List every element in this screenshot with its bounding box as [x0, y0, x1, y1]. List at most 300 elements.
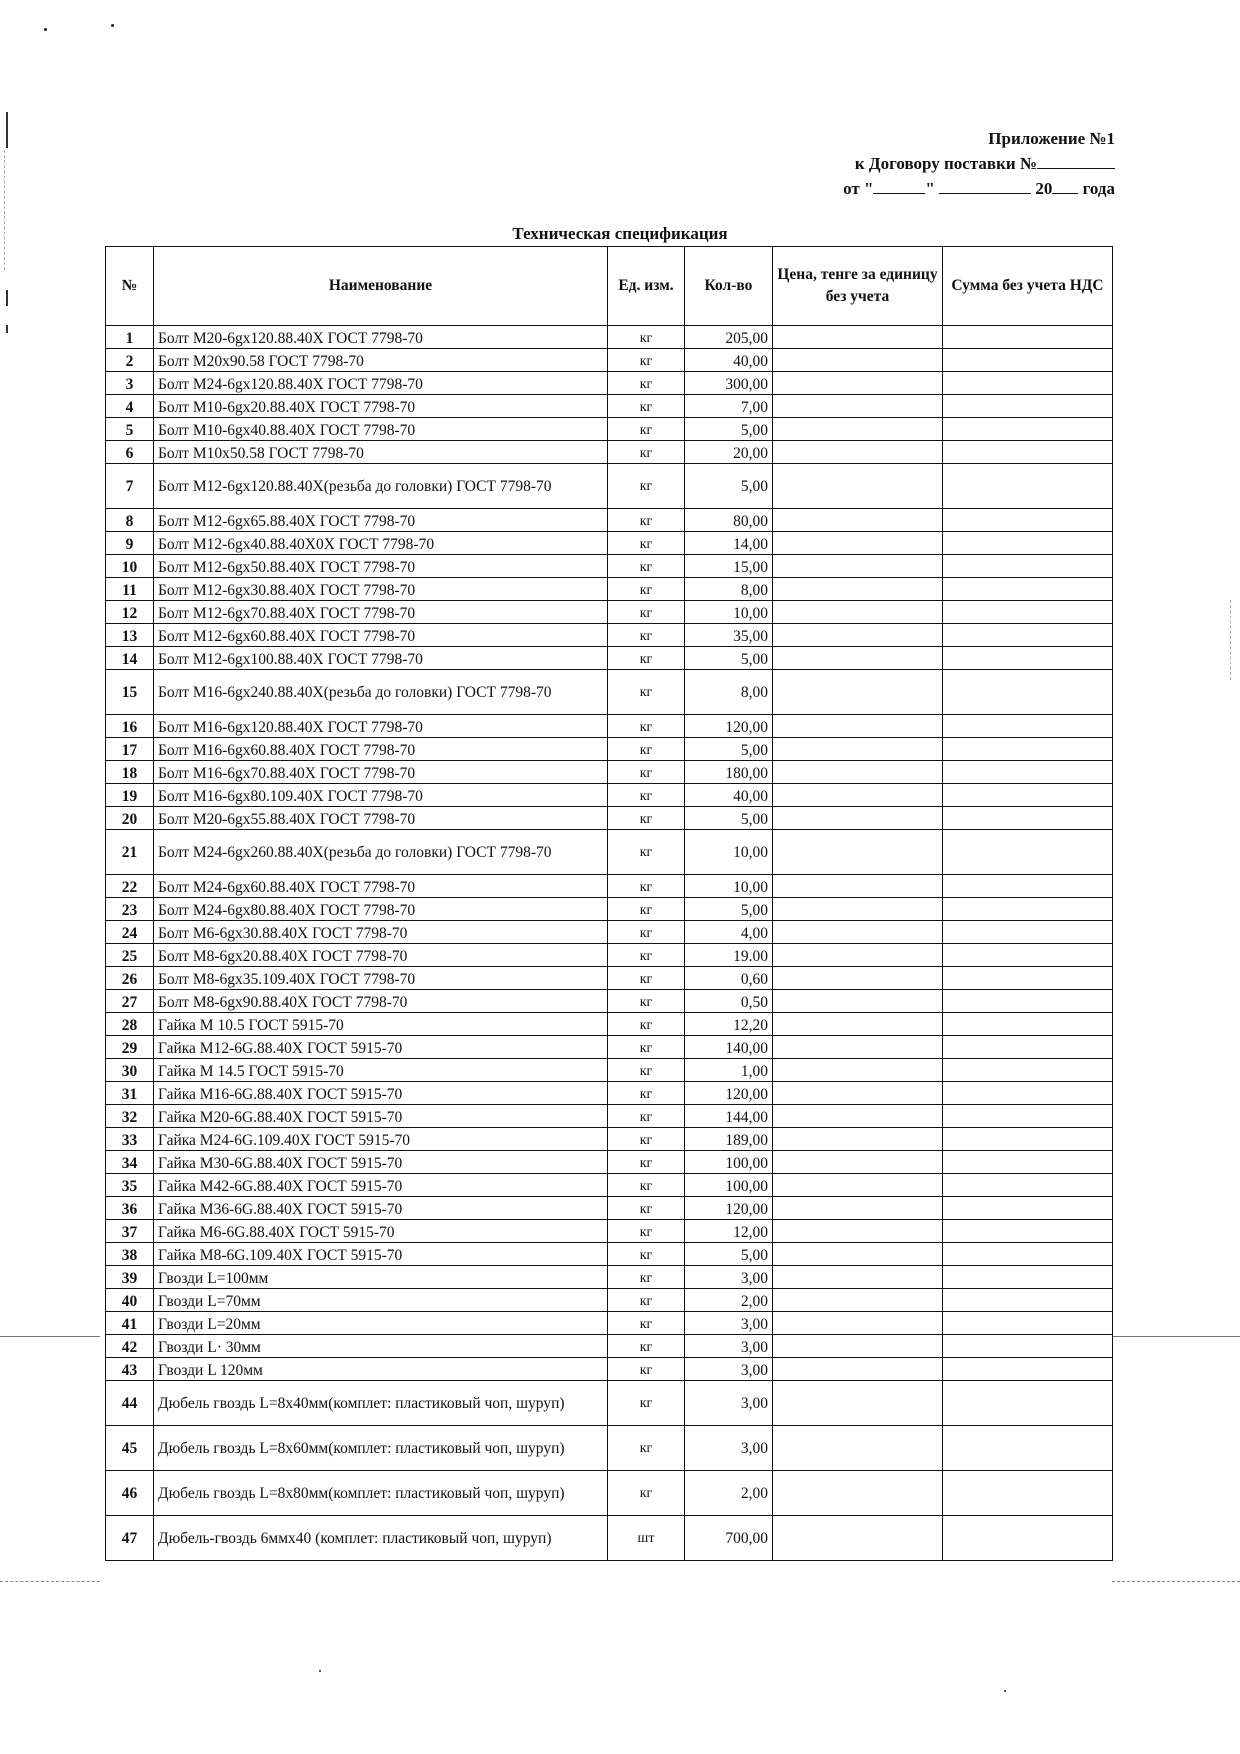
table-row	[106, 830, 1113, 875]
cell-sum	[943, 647, 1113, 670]
cell-num: 6	[106, 441, 154, 464]
cell-sum	[943, 1036, 1113, 1059]
scan-fold-line	[1112, 1336, 1240, 1337]
year-suffix: года	[1082, 179, 1115, 198]
appendix-header	[815, 126, 1115, 201]
cell-qty: 100,00	[685, 1151, 773, 1174]
cell-name: Болт M16-6gx120.88.40X ГОСТ 7798-70	[154, 715, 608, 738]
cell-price	[773, 1105, 943, 1128]
cell-num: 15	[106, 670, 154, 715]
cell-price	[773, 1381, 943, 1426]
table-row	[106, 1082, 1113, 1105]
date-prefix: от "	[843, 179, 874, 198]
table-row	[106, 1036, 1113, 1059]
cell-qty: 3,00	[685, 1335, 773, 1358]
cell-price	[773, 1426, 943, 1471]
cell-unit: кг	[608, 418, 685, 441]
cell-num: 27	[106, 990, 154, 1013]
cell-num: 9	[106, 532, 154, 555]
cell-sum	[943, 1335, 1113, 1358]
table-row	[106, 784, 1113, 807]
cell-qty: 2,00	[685, 1471, 773, 1516]
cell-num: 3	[106, 372, 154, 395]
cell-unit: кг	[608, 1381, 685, 1426]
cell-sum	[943, 875, 1113, 898]
cell-qty: 4,00	[685, 921, 773, 944]
cell-qty: 5,00	[685, 647, 773, 670]
table-row	[106, 509, 1113, 532]
contract-prefix: к Договору поставки №	[854, 154, 1037, 173]
cell-qty: 3,00	[685, 1381, 773, 1426]
cell-unit: кг	[608, 349, 685, 372]
table-row	[106, 944, 1113, 967]
cell-num: 42	[106, 1335, 154, 1358]
cell-sum	[943, 1105, 1113, 1128]
table-row	[106, 1013, 1113, 1036]
cell-unit: кг	[608, 1243, 685, 1266]
table-row	[106, 555, 1113, 578]
cell-sum	[943, 532, 1113, 555]
cell-num: 24	[106, 921, 154, 944]
cell-name: Болт M8-6gx90.88.40X ГОСТ 7798-70	[154, 990, 608, 1013]
cell-name: Дюбель-гвоздь 6ммх40 (комплет: пластиковый чоп, шуруп)	[154, 1516, 608, 1561]
cell-sum	[943, 1151, 1113, 1174]
cell-sum	[943, 1220, 1113, 1243]
cell-num: 37	[106, 1220, 154, 1243]
cell-unit: шт	[608, 1516, 685, 1561]
cell-name: Гайка M36-6G.88.40X ГОСТ 5915-70	[154, 1197, 608, 1220]
column-header-qty: Кол-во	[685, 247, 773, 326]
cell-sum	[943, 1426, 1113, 1471]
cell-unit: кг	[608, 898, 685, 921]
cell-qty: 189,00	[685, 1128, 773, 1151]
cell-unit: кг	[608, 1197, 685, 1220]
cell-num: 13	[106, 624, 154, 647]
cell-price	[773, 670, 943, 715]
table-row	[106, 1381, 1113, 1426]
cell-name: Дюбель гвоздь L=8x60мм(комплет: пластиковый чоп, шуруп)	[154, 1426, 608, 1471]
cell-num: 5	[106, 418, 154, 441]
cell-qty: 12,20	[685, 1013, 773, 1036]
cell-qty: 120,00	[685, 1082, 773, 1105]
cell-sum	[943, 1128, 1113, 1151]
cell-price	[773, 715, 943, 738]
cell-price	[773, 1174, 943, 1197]
table-row	[106, 372, 1113, 395]
scan-edge-mark	[6, 112, 8, 148]
scan-fold-line	[0, 1336, 100, 1337]
table-row	[106, 670, 1113, 715]
cell-num: 31	[106, 1082, 154, 1105]
cell-unit: кг	[608, 1471, 685, 1516]
cell-num: 33	[106, 1128, 154, 1151]
cell-name: Гвозди L=100мм	[154, 1266, 608, 1289]
contract-reference	[815, 151, 1115, 176]
cell-num: 22	[106, 875, 154, 898]
table-row	[106, 349, 1113, 372]
cell-sum	[943, 1381, 1113, 1426]
table-row	[106, 1516, 1113, 1561]
cell-sum	[943, 349, 1113, 372]
cell-unit: кг	[608, 395, 685, 418]
cell-qty: 5,00	[685, 807, 773, 830]
cell-qty: 8,00	[685, 670, 773, 715]
contract-number-blank	[1037, 152, 1115, 169]
column-header-name: Наименование	[154, 247, 608, 326]
table-row	[106, 875, 1113, 898]
cell-price	[773, 1013, 943, 1036]
cell-price	[773, 875, 943, 898]
cell-num: 18	[106, 761, 154, 784]
cell-price	[773, 967, 943, 990]
cell-num: 29	[106, 1036, 154, 1059]
cell-sum	[943, 784, 1113, 807]
cell-qty: 3,00	[685, 1358, 773, 1381]
cell-name: Болт M12-6gx40.88.40X0X ГОСТ 7798-70	[154, 532, 608, 555]
table-row	[106, 624, 1113, 647]
cell-price	[773, 1289, 943, 1312]
cell-unit: кг	[608, 624, 685, 647]
cell-sum	[943, 830, 1113, 875]
contract-date	[815, 176, 1115, 201]
cell-unit: кг	[608, 807, 685, 830]
cell-qty: 1,00	[685, 1059, 773, 1082]
column-header-sum: Сумма без учета НДС	[943, 247, 1113, 326]
cell-price	[773, 326, 943, 349]
cell-sum	[943, 395, 1113, 418]
cell-price	[773, 578, 943, 601]
cell-unit: кг	[608, 647, 685, 670]
cell-unit: кг	[608, 601, 685, 624]
cell-sum	[943, 555, 1113, 578]
cell-num: 4	[106, 395, 154, 418]
cell-sum	[943, 670, 1113, 715]
cell-sum	[943, 807, 1113, 830]
cell-unit: кг	[608, 784, 685, 807]
cell-sum	[943, 1471, 1113, 1516]
cell-sum	[943, 898, 1113, 921]
cell-qty: 19.00	[685, 944, 773, 967]
scan-fold-line	[1112, 1581, 1240, 1582]
cell-unit: кг	[608, 372, 685, 395]
table-row	[106, 532, 1113, 555]
cell-qty: 3,00	[685, 1426, 773, 1471]
cell-num: 23	[106, 898, 154, 921]
month-blank	[939, 177, 1031, 194]
cell-sum	[943, 418, 1113, 441]
table-row	[106, 967, 1113, 990]
scan-speck	[1004, 1690, 1006, 1692]
table-row	[106, 1312, 1113, 1335]
cell-sum	[943, 326, 1113, 349]
table-row	[106, 395, 1113, 418]
cell-num: 39	[106, 1266, 154, 1289]
day-blank	[873, 177, 925, 194]
cell-sum	[943, 372, 1113, 395]
cell-price	[773, 1151, 943, 1174]
cell-name: Гвозди L 120мм	[154, 1358, 608, 1381]
cell-unit: кг	[608, 875, 685, 898]
cell-qty: 144,00	[685, 1105, 773, 1128]
cell-unit: кг	[608, 1266, 685, 1289]
table-row	[106, 601, 1113, 624]
cell-price	[773, 898, 943, 921]
scan-edge-mark	[1230, 600, 1231, 680]
cell-price	[773, 1335, 943, 1358]
column-header-num: №	[106, 247, 154, 326]
cell-sum	[943, 921, 1113, 944]
table-row	[106, 738, 1113, 761]
cell-price	[773, 1082, 943, 1105]
cell-sum	[943, 715, 1113, 738]
cell-name: Гайка M20-6G.88.40X ГОСТ 5915-70	[154, 1105, 608, 1128]
table-row	[106, 921, 1113, 944]
column-header-unit: Ед. изм.	[608, 247, 685, 326]
cell-price	[773, 1036, 943, 1059]
cell-num: 20	[106, 807, 154, 830]
cell-qty: 140,00	[685, 1036, 773, 1059]
table-row	[106, 1220, 1113, 1243]
cell-qty: 10,00	[685, 601, 773, 624]
cell-qty: 14,00	[685, 532, 773, 555]
cell-name: Гайка M 14.5 ГОСТ 5915-70	[154, 1059, 608, 1082]
cell-num: 26	[106, 967, 154, 990]
cell-qty: 10,00	[685, 830, 773, 875]
cell-unit: кг	[608, 1105, 685, 1128]
cell-price	[773, 601, 943, 624]
cell-qty: 180,00	[685, 761, 773, 784]
cell-qty: 8,00	[685, 578, 773, 601]
cell-num: 41	[106, 1312, 154, 1335]
cell-num: 35	[106, 1174, 154, 1197]
cell-qty: 12,00	[685, 1220, 773, 1243]
year-prefix: 20	[1035, 179, 1053, 198]
cell-num: 43	[106, 1358, 154, 1381]
cell-unit: кг	[608, 1312, 685, 1335]
cell-unit: кг	[608, 1059, 685, 1082]
cell-price	[773, 921, 943, 944]
cell-name: Болт M12-6gx65.88.40X ГОСТ 7798-70	[154, 509, 608, 532]
cell-num: 17	[106, 738, 154, 761]
appendix-title: Приложение №1	[988, 129, 1115, 148]
cell-sum	[943, 1516, 1113, 1561]
table-row	[106, 326, 1113, 349]
cell-sum	[943, 601, 1113, 624]
cell-name: Гвозди L=20мм	[154, 1312, 608, 1335]
cell-unit: кг	[608, 1220, 685, 1243]
cell-qty: 35,00	[685, 624, 773, 647]
cell-unit: кг	[608, 464, 685, 509]
cell-name: Болт M12-6gx60.88.40X ГОСТ 7798-70	[154, 624, 608, 647]
cell-unit: кг	[608, 921, 685, 944]
cell-num: 46	[106, 1471, 154, 1516]
cell-qty: 2,00	[685, 1289, 773, 1312]
cell-price	[773, 624, 943, 647]
table-row	[106, 1289, 1113, 1312]
cell-unit: кг	[608, 1036, 685, 1059]
cell-qty: 20,00	[685, 441, 773, 464]
cell-sum	[943, 509, 1113, 532]
table-row	[106, 898, 1113, 921]
cell-name: Гайка M 10.5 ГОСТ 5915-70	[154, 1013, 608, 1036]
cell-name: Болт M24-6gx60.88.40X ГОСТ 7798-70	[154, 875, 608, 898]
scan-speck	[111, 24, 114, 27]
cell-num: 44	[106, 1381, 154, 1426]
cell-qty: 120,00	[685, 1197, 773, 1220]
cell-num: 38	[106, 1243, 154, 1266]
cell-num: 36	[106, 1197, 154, 1220]
cell-qty: 0,60	[685, 967, 773, 990]
cell-name: Болт M16-6gx80.109.40X ГОСТ 7798-70	[154, 784, 608, 807]
cell-sum	[943, 1059, 1113, 1082]
cell-sum	[943, 464, 1113, 509]
cell-price	[773, 830, 943, 875]
cell-unit: кг	[608, 1082, 685, 1105]
cell-unit: кг	[608, 326, 685, 349]
cell-unit: кг	[608, 715, 685, 738]
table-row	[106, 464, 1113, 509]
cell-unit: кг	[608, 1151, 685, 1174]
cell-unit: кг	[608, 670, 685, 715]
cell-unit: кг	[608, 532, 685, 555]
cell-name: Гвозди L· 30мм	[154, 1335, 608, 1358]
cell-name: Болт M16-6gx60.88.40X ГОСТ 7798-70	[154, 738, 608, 761]
cell-qty: 0,50	[685, 990, 773, 1013]
cell-sum	[943, 738, 1113, 761]
column-header-price: Цена, тенге за единицу без учета	[773, 247, 943, 326]
spec-title: Техническая спецификация	[512, 224, 728, 243]
cell-qty: 3,00	[685, 1266, 773, 1289]
cell-name: Болт M12-6gx50.88.40X ГОСТ 7798-70	[154, 555, 608, 578]
table-row	[106, 1105, 1113, 1128]
table-header-row	[106, 247, 1113, 326]
cell-sum	[943, 967, 1113, 990]
table-row	[106, 1243, 1113, 1266]
cell-price	[773, 1471, 943, 1516]
cell-unit: кг	[608, 1426, 685, 1471]
cell-price	[773, 532, 943, 555]
table-row	[106, 715, 1113, 738]
cell-num: 14	[106, 647, 154, 670]
cell-num: 30	[106, 1059, 154, 1082]
table-row	[106, 1426, 1113, 1471]
cell-sum	[943, 1197, 1113, 1220]
cell-qty: 300,00	[685, 372, 773, 395]
cell-num: 19	[106, 784, 154, 807]
cell-unit: кг	[608, 555, 685, 578]
cell-name: Болт M16-6gx70.88.40X ГОСТ 7798-70	[154, 761, 608, 784]
table-row	[106, 1358, 1113, 1381]
cell-name: Болт M8-6gx35.109.40X ГОСТ 7798-70	[154, 967, 608, 990]
cell-unit: кг	[608, 761, 685, 784]
cell-name: Болт M10-6gx40.88.40X ГОСТ 7798-70	[154, 418, 608, 441]
table-row	[106, 647, 1113, 670]
cell-price	[773, 1312, 943, 1335]
cell-num: 45	[106, 1426, 154, 1471]
cell-qty: 3,00	[685, 1312, 773, 1335]
cell-unit: кг	[608, 1289, 685, 1312]
cell-qty: 5,00	[685, 464, 773, 509]
cell-unit: кг	[608, 1128, 685, 1151]
cell-sum	[943, 944, 1113, 967]
cell-num: 25	[106, 944, 154, 967]
table-body	[106, 326, 1113, 1561]
cell-num: 34	[106, 1151, 154, 1174]
cell-name: Болт M20x90.58 ГОСТ 7798-70	[154, 349, 608, 372]
cell-price	[773, 509, 943, 532]
table-row	[106, 1266, 1113, 1289]
cell-price	[773, 761, 943, 784]
table-row	[106, 807, 1113, 830]
cell-sum	[943, 578, 1113, 601]
cell-num: 12	[106, 601, 154, 624]
cell-price	[773, 990, 943, 1013]
cell-name: Болт M16-6gx240.88.40X(резьба до головки) ГОСТ 7798-70	[154, 670, 608, 715]
table-row	[106, 418, 1113, 441]
scan-edge-mark	[6, 325, 8, 333]
scan-speck	[44, 28, 47, 31]
date-mid: "	[925, 179, 935, 198]
cell-price	[773, 647, 943, 670]
cell-num: 8	[106, 509, 154, 532]
cell-qty: 15,00	[685, 555, 773, 578]
table-row	[106, 990, 1113, 1013]
cell-num: 40	[106, 1289, 154, 1312]
cell-price	[773, 372, 943, 395]
cell-price	[773, 464, 943, 509]
cell-price	[773, 807, 943, 830]
cell-name: Болт M12-6gx70.88.40X ГОСТ 7798-70	[154, 601, 608, 624]
table-row	[106, 578, 1113, 601]
cell-qty: 80,00	[685, 509, 773, 532]
cell-num: 7	[106, 464, 154, 509]
cell-unit: кг	[608, 1174, 685, 1197]
cell-sum	[943, 1266, 1113, 1289]
cell-qty: 7,00	[685, 395, 773, 418]
cell-qty: 700,00	[685, 1516, 773, 1561]
cell-name: Гвозди L=70мм	[154, 1289, 608, 1312]
table-row	[106, 1335, 1113, 1358]
cell-qty: 5,00	[685, 1243, 773, 1266]
cell-sum	[943, 1013, 1113, 1036]
cell-price	[773, 1197, 943, 1220]
cell-price	[773, 418, 943, 441]
scan-speck	[319, 1670, 321, 1672]
cell-sum	[943, 624, 1113, 647]
table-row	[106, 1059, 1113, 1082]
cell-price	[773, 1516, 943, 1561]
scan-edge-mark	[4, 150, 5, 270]
cell-num: 16	[106, 715, 154, 738]
cell-name: Дюбель гвоздь L=8x80мм(комплет: пластиковый чоп, шуруп)	[154, 1471, 608, 1516]
cell-name: Болт M12-6gx100.88.40X ГОСТ 7798-70	[154, 647, 608, 670]
cell-name: Гайка M12-6G.88.40X ГОСТ 5915-70	[154, 1036, 608, 1059]
cell-qty: 5,00	[685, 898, 773, 921]
cell-qty: 10,00	[685, 875, 773, 898]
cell-unit: кг	[608, 1013, 685, 1036]
cell-unit: кг	[608, 990, 685, 1013]
cell-name: Гайка M6-6G.88.40X ГОСТ 5915-70	[154, 1220, 608, 1243]
cell-price	[773, 441, 943, 464]
table-row	[106, 441, 1113, 464]
cell-num: 32	[106, 1105, 154, 1128]
cell-num: 28	[106, 1013, 154, 1036]
year-blank	[1052, 177, 1078, 194]
cell-name: Болт M24-6gx260.88.40X(резьба до головки) ГОСТ 7798-70	[154, 830, 608, 875]
cell-name: Болт M6-6gx30.88.40X ГОСТ 7798-70	[154, 921, 608, 944]
cell-name: Болт M12-6gx30.88.40X ГОСТ 7798-70	[154, 578, 608, 601]
cell-price	[773, 738, 943, 761]
